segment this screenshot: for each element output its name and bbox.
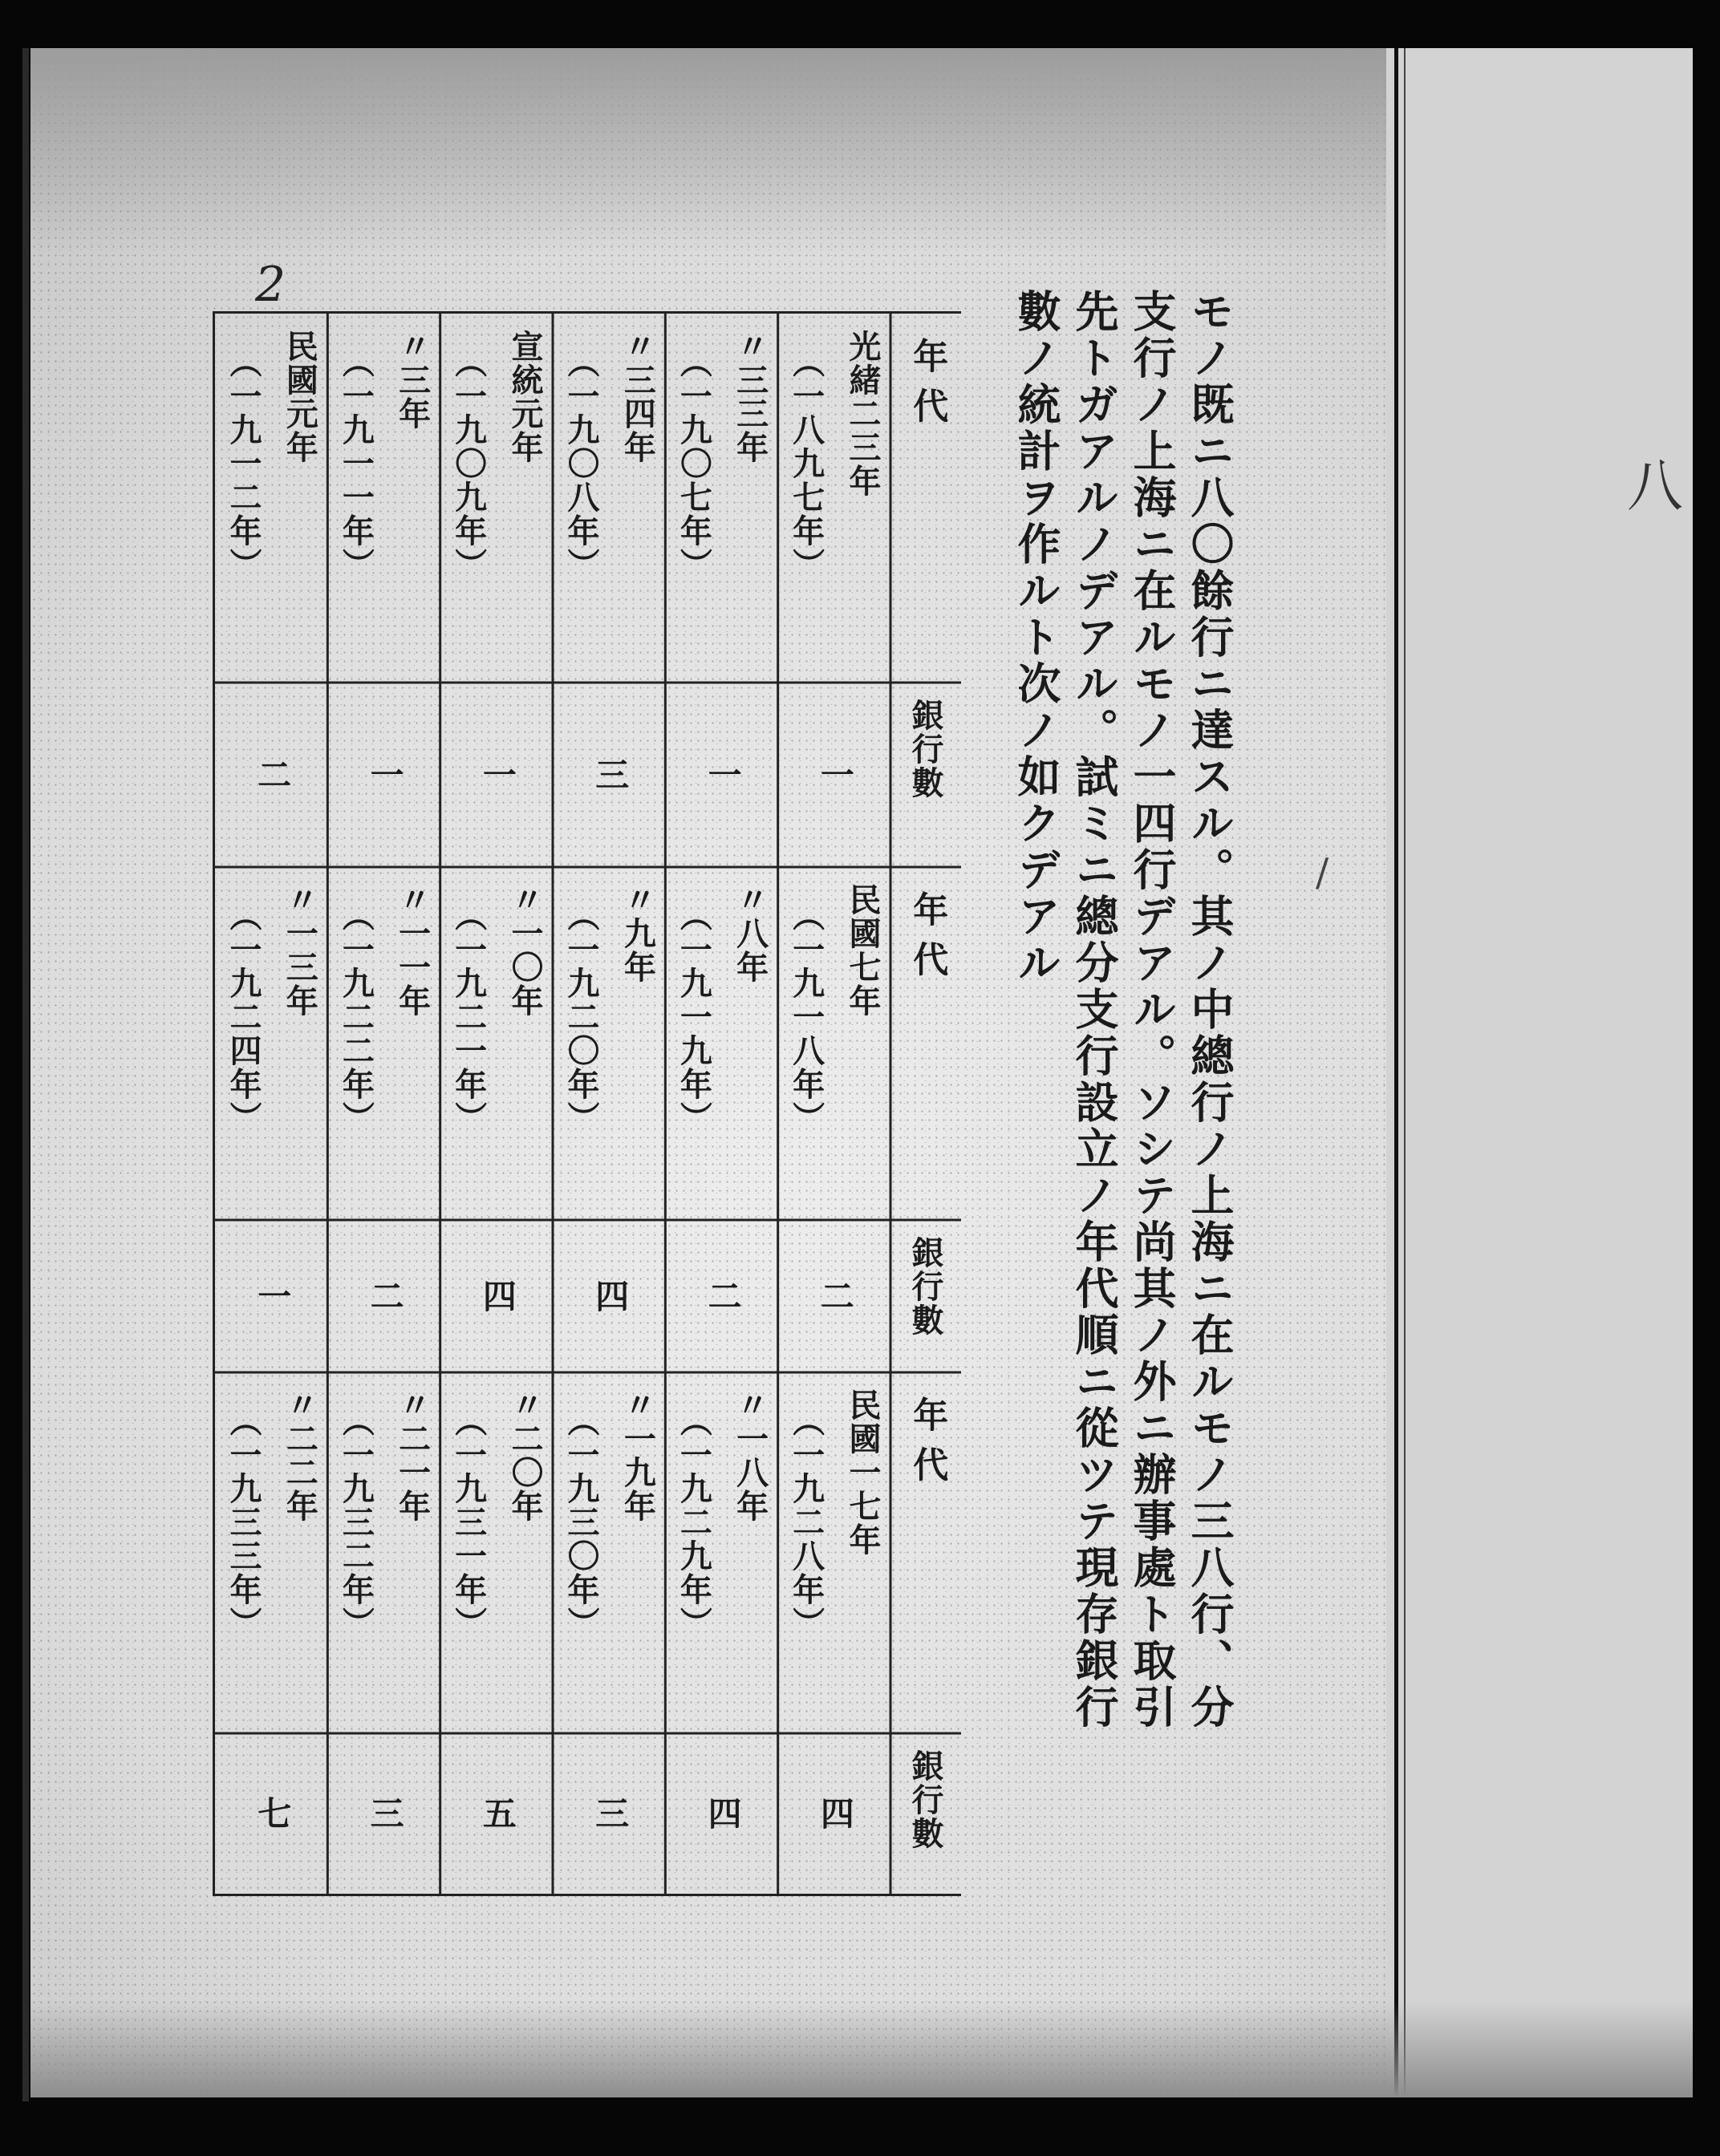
year-ad-cell: （一九二四年） xyxy=(225,899,262,1135)
bank-count-cell: 二 xyxy=(253,757,293,792)
bank-count-cell: 二 xyxy=(365,1279,405,1314)
year-ad-cell: （一九一八年） xyxy=(787,899,825,1135)
year-era-cell: 〃一一年 xyxy=(393,883,431,1018)
year-ad-cell: （一九三三年） xyxy=(225,1404,262,1640)
year-era-cell: 〃二一年 xyxy=(393,1388,431,1523)
year-ad-cell: （一九〇八年） xyxy=(562,346,599,582)
year-era-cell: 〃二〇年 xyxy=(506,1388,543,1523)
header-year: 年代 xyxy=(907,1396,948,1496)
year-ad-cell: （一九二二年） xyxy=(337,899,375,1135)
body-text-line-4: 數ノ統計ヲ作ルト次ノ如クデアル xyxy=(1011,289,1061,987)
bank-count-cell: 二 xyxy=(703,1279,743,1314)
page-number: 2 xyxy=(255,257,286,313)
year-era-cell: 〃一九年 xyxy=(619,1388,656,1523)
bank-count-cell: 五 xyxy=(477,1796,517,1831)
bottom-shadow xyxy=(30,2001,1693,2097)
year-era-cell: 〃八年 xyxy=(731,883,769,984)
bank-count-cell: 一 xyxy=(477,757,517,792)
year-ad-cell: （一九〇七年） xyxy=(675,346,712,582)
right-margin xyxy=(1386,48,1693,2097)
header-year: 年代 xyxy=(907,338,948,437)
bank-count-cell: 一 xyxy=(703,757,743,792)
year-era-cell: 光緒二三年 xyxy=(844,330,881,498)
year-ad-cell: （一九三一年） xyxy=(449,1404,487,1640)
bank-count-cell: 四 xyxy=(590,1279,631,1314)
year-ad-cell: （一八九七年） xyxy=(787,346,825,582)
bank-count-cell: 一 xyxy=(253,1279,293,1314)
bank-count-cell: 二 xyxy=(815,1279,855,1314)
bank-count-cell: 三 xyxy=(365,1796,405,1831)
year-ad-cell: （一九二九年） xyxy=(675,1404,712,1640)
bank-count-cell: 四 xyxy=(477,1279,517,1314)
year-ad-cell: （一九二〇年） xyxy=(562,899,599,1135)
year-era-cell: 民國一七年 xyxy=(844,1388,881,1557)
year-era-cell: 〃三四年 xyxy=(619,330,656,464)
year-ad-cell: （一九三二年） xyxy=(337,1404,375,1640)
tick-mark: / xyxy=(1316,850,1329,895)
year-era-cell: 〃三三年 xyxy=(731,330,769,464)
page-fold-shadow xyxy=(1404,48,1406,2097)
year-ad-cell: （一九二一年） xyxy=(449,899,487,1135)
bank-count-cell: 四 xyxy=(703,1796,743,1831)
bank-count-cell: 三 xyxy=(590,757,631,792)
header-bank-count: 銀行數 xyxy=(907,699,943,800)
bank-count-table xyxy=(213,311,961,1896)
year-era-cell: 宣統元年 xyxy=(506,330,543,464)
year-ad-cell: （一九一二年） xyxy=(225,346,262,582)
bank-count-cell: 一 xyxy=(815,757,855,792)
body-text-line-1: モノ既ニ八〇餘行ニ達スル。其ノ中總行ノ上海ニ在ルモノ三八行、分 xyxy=(1184,289,1235,1731)
page-fold-line xyxy=(1394,48,1398,2097)
year-ad-cell: （一九〇九年） xyxy=(449,346,487,582)
year-ad-cell: （一九一九年） xyxy=(675,899,712,1135)
year-era-cell: 〃二二年 xyxy=(281,1388,318,1523)
bank-count-cell: 七 xyxy=(253,1796,293,1831)
header-year: 年代 xyxy=(907,891,948,991)
year-ad-cell: （一九二八年） xyxy=(787,1404,825,1640)
year-era-cell: 〃三年 xyxy=(393,330,431,431)
header-bank-count: 銀行數 xyxy=(907,1749,943,1850)
year-era-cell: 民國元年 xyxy=(281,330,318,464)
year-era-cell: 〃一三年 xyxy=(281,883,318,1018)
body-text-line-3: 先トガアルノデアル。試ミニ總分支行設立ノ年代順ニ從ツテ現存銀行 xyxy=(1069,289,1119,1731)
year-ad-cell: （一九三〇年） xyxy=(562,1404,599,1640)
year-era-cell: 〃一〇年 xyxy=(506,883,543,1018)
margin-mark: 八 xyxy=(1627,453,1683,519)
year-era-cell: 〃一八年 xyxy=(731,1388,769,1523)
body-text-line-2: 支行ノ上海ニ在ルモノ一四行デアル。ソシテ尚其ノ外ニ辦事處ト取引 xyxy=(1126,289,1177,1731)
year-ad-cell: （一九一一年） xyxy=(337,346,375,582)
year-era-cell: 民國七年 xyxy=(844,883,881,1018)
bank-count-cell: 四 xyxy=(815,1796,855,1831)
header-bank-count: 銀行數 xyxy=(907,1236,943,1337)
year-era-cell: 〃九年 xyxy=(619,883,656,984)
bank-count-cell: 三 xyxy=(590,1796,631,1831)
bank-count-cell: 一 xyxy=(365,757,405,792)
left-page-edge xyxy=(22,48,29,2101)
